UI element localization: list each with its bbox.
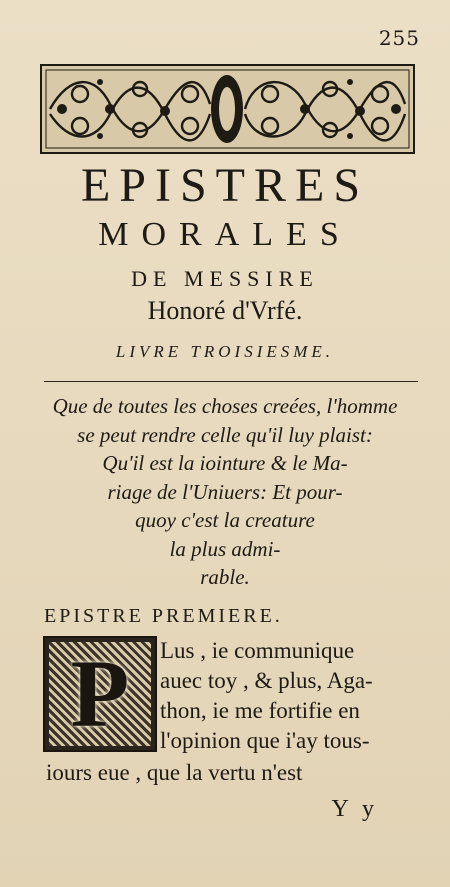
title-morales: MORALES: [98, 216, 352, 253]
title-de-messire: DE MESSIRE: [131, 266, 319, 291]
divider: [44, 381, 418, 382]
drop-cap-letter: P: [70, 640, 130, 747]
page-number: 255: [378, 26, 420, 50]
decorative-headpiece: [40, 64, 415, 154]
body-line: auec toy , & plus, Aga-: [160, 668, 373, 693]
body-text: [160, 636, 430, 756]
title-epistres: EPISTRES: [80, 159, 370, 212]
title-author: Honoré d'Vrfé.: [147, 296, 303, 325]
body-line: thon, ie me fortifie en: [160, 698, 360, 723]
argument-line: rable.: [200, 565, 250, 589]
argument-line: Qu'il est la iointure & le Ma-: [102, 451, 348, 475]
signature-mark: Y y: [331, 796, 378, 822]
argument-line: quoy c'est la creature: [135, 508, 315, 532]
drop-cap-initial: [43, 636, 157, 752]
body-line: Lus , ie communique: [160, 638, 355, 663]
chapter-argument: [0, 392, 450, 592]
argument-line: se peut rendre celle qu'il luy plaist:: [77, 422, 373, 447]
book-heading: LIVRE TROISIESME.: [115, 342, 335, 361]
body-line: l'opinion que i'ay tous-: [160, 728, 370, 753]
epistre-heading: EPISTRE PREMIERE.: [44, 605, 283, 627]
argument-line: la plus admi-: [169, 536, 281, 561]
argument-line: Que de toutes les choses creées, l'homme: [52, 394, 398, 418]
body-line: iours eue , que la vertu n'est: [46, 760, 303, 785]
argument-line: riage de l'Uniuers: Et pour-: [107, 479, 343, 504]
